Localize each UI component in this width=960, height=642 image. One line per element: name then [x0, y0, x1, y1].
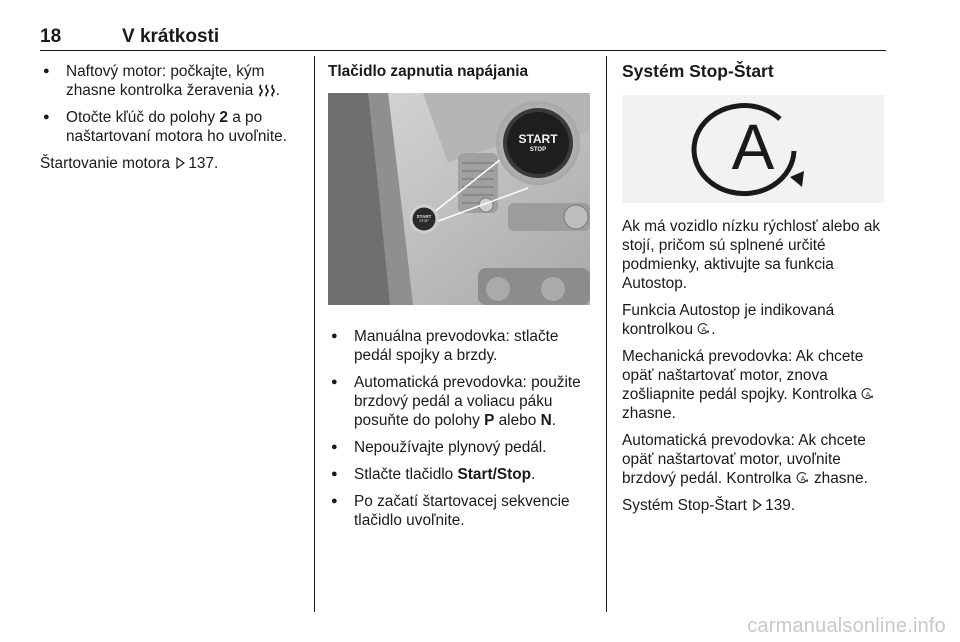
list-item: ● Nepoužívajte plynový pedál. [328, 438, 590, 457]
column-right [622, 62, 894, 523]
reference-arrow-icon [176, 157, 185, 169]
start-button-photo [328, 93, 590, 305]
start-stop-button: START STOP [518, 132, 558, 153]
page-number: 18 [40, 26, 62, 47]
bullet-list-left [40, 62, 302, 146]
paragraph: Funkcia Autostop je indikovaná kontrolkou A . [622, 302, 835, 338]
list-item: ● Naftový motor: počkajte, kým zhasne kontrolka žeravenia . [40, 62, 302, 100]
column-left [40, 62, 302, 181]
section-heading: Systém Stop-Štart [622, 61, 774, 81]
paragraph: Ak má vozidlo nízku rýchlosť alebo ak stojí, pričom sú splnené určité podmienky, aktivujte sa funkcia Autostop. [622, 218, 881, 292]
list-item: ● Automatická prevodovka: použite brzdový pedál a voliacu páku posuňte do polohy P alebo N. [328, 373, 590, 430]
autostop-indicator-icon [697, 322, 711, 336]
cross-reference[interactable]: Štartovanie motora 137. [40, 155, 219, 172]
svg-text:A: A [865, 391, 871, 399]
page-header [40, 26, 886, 54]
svg-text:A: A [800, 475, 806, 483]
list-item: ● Po začatí štartovacej sekvencie tlačidlo uvoľnite. [328, 492, 590, 530]
autostop-symbol-letter: A [731, 111, 775, 183]
column-divider-1 [314, 56, 315, 612]
bullet-list-middle [328, 327, 590, 530]
watermark: carmanualsonline.info [747, 615, 946, 637]
column-middle [328, 62, 590, 538]
start-stop-button-small: START STOP [416, 214, 432, 223]
column-divider-2 [606, 56, 607, 612]
paragraph: Mechanická prevodovka: Ak chcete opäť naštartovať motor, znova zošliapnite pedál spojky. Kontrolka A zhasne. [622, 347, 894, 423]
header-rule [40, 50, 886, 51]
autostop-indicator-icon [796, 471, 810, 485]
list-item: ● Stlačte tlačidlo Start/Stop. [328, 465, 590, 484]
chapter-title: V krátkosti [122, 26, 220, 47]
list-item: ● Manuálna prevodovka: stlačte pedál spojky a brzdy. [328, 327, 590, 365]
autostop-indicator-icon [861, 387, 875, 401]
reference-arrow-icon [753, 499, 762, 511]
section-subheading: Tlačidlo zapnutia napájania [328, 63, 529, 80]
autostop-symbol-box [622, 95, 884, 203]
glow-plug-icon [258, 84, 276, 97]
svg-text:A: A [701, 326, 707, 334]
paragraph: Automatická prevodovka: Ak chcete opäť naštartovať motor, uvoľnite brzdový pedál. Kontrolka A zhasne. [622, 432, 868, 487]
list-item: ● Otočte kľúč do polohy 2 a po naštartovaní motora ho uvoľnite. [40, 108, 302, 146]
dashboard-illustration [328, 93, 590, 305]
cross-reference[interactable]: Systém Stop-Štart 139. [622, 497, 796, 514]
